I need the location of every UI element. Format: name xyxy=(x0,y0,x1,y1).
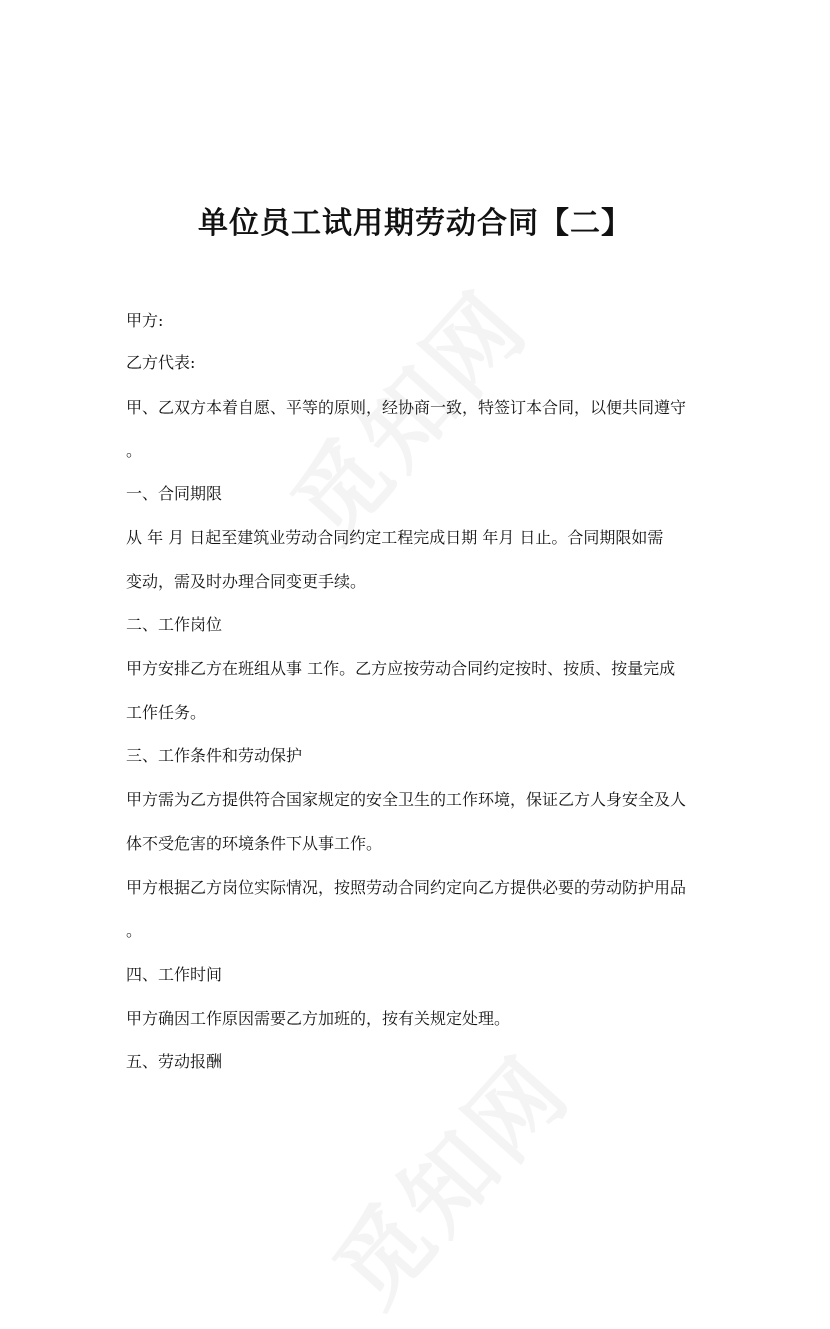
paragraph-line: 变动，需及时办理合同变更手续。 xyxy=(126,572,367,591)
section-heading: 五、劳动报酬 xyxy=(126,1052,223,1071)
section-heading: 四、工作时间 xyxy=(126,965,223,984)
paragraph-line: 工作任务。 xyxy=(126,703,207,722)
paragraph-line: 甲方安排乙方在班组从事 工作。乙方应按劳动合同约定按时、按质、按量完成 xyxy=(126,659,676,678)
watermark xyxy=(300,1023,595,1329)
document-title: 单位员工试用期劳动合同【二】 xyxy=(198,206,632,241)
section-heading: 二、工作岗位 xyxy=(126,615,223,634)
paragraph-line: 甲、乙双方本着自愿、平等的原则，经协商一致，特签订本合同，以便共同遵守 xyxy=(126,398,687,417)
paragraph-line: 。 xyxy=(126,921,143,940)
party-a-label: 甲方: xyxy=(126,311,164,330)
paragraph-line: 甲方根据乙方岗位实际情况，按照劳动合同约定向乙方提供必要的劳动防护用品 xyxy=(126,878,687,897)
paragraph-line: 。 xyxy=(126,441,143,460)
party-b-label: 乙方代表: xyxy=(126,353,196,372)
paragraph-line: 体不受危害的环境条件下从事工作。 xyxy=(126,834,383,853)
paragraph-line: 从 年 月 日起至建筑业劳动合同约定工程完成日期 年月 日止。合同期限如需 xyxy=(126,528,664,547)
paragraph-line: 甲方确因工作原因需要乙方加班的，按有关规定处理。 xyxy=(126,1009,511,1028)
section-heading: 一、合同期限 xyxy=(126,484,223,503)
paragraph-line: 甲方需为乙方提供符合国家规定的安全卫生的工作环境，保证乙方人身安全及人 xyxy=(126,790,687,809)
section-heading: 三、工作条件和劳动保护 xyxy=(126,746,303,765)
